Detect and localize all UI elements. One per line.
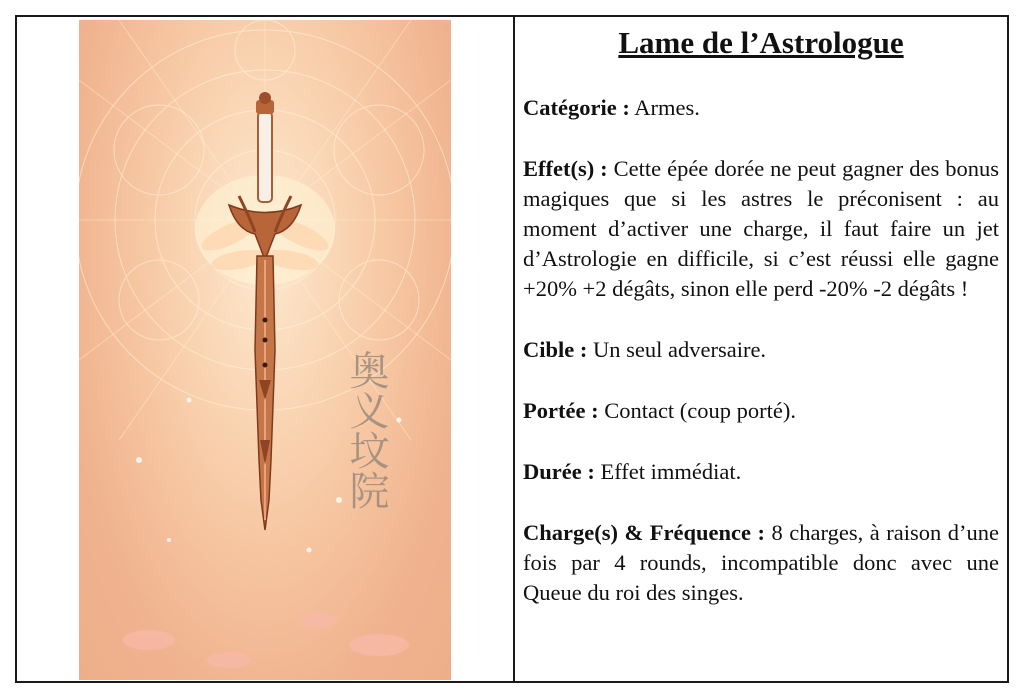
field-cible bbox=[523, 335, 999, 365]
field-value: 8 charges, à raison d’une fois par 4 rounds, incompatible donc avec une Queue du roi des singes. bbox=[523, 520, 999, 605]
field-portee bbox=[523, 396, 999, 426]
field-label: Cible : bbox=[523, 337, 588, 362]
item-title: Lame de l’Astrologue bbox=[618, 25, 904, 60]
field-charges bbox=[523, 518, 999, 608]
calligraphy-text: 奥义坟院 bbox=[343, 350, 389, 510]
column-divider bbox=[513, 17, 515, 681]
field-value: Armes. bbox=[629, 95, 700, 120]
field-effets bbox=[523, 154, 999, 304]
sword-artwork-svg bbox=[79, 20, 451, 680]
item-card bbox=[15, 15, 1009, 683]
field-label: Durée : bbox=[523, 459, 595, 484]
field-categorie bbox=[523, 93, 999, 123]
description-column bbox=[523, 21, 999, 608]
field-value: Contact (coup porté). bbox=[598, 398, 797, 423]
field-value: Cette épée dorée ne peut gagner des bonus magiques que si les astres le préconisent : au moment d’activer une charge, il faut faire un jet d’Astrologie en difficile, si c’est réussi elle gagne +20% +2 dégâts, sinon elle perd -20% -2 dégâts ! bbox=[523, 156, 999, 301]
field-label: Charge(s) & Fréquence : bbox=[523, 520, 765, 545]
field-label: Portée : bbox=[523, 398, 599, 423]
field-label: Catégorie : bbox=[523, 95, 630, 120]
field-label: Effet(s) : bbox=[523, 156, 608, 181]
field-duree bbox=[523, 457, 999, 487]
sword-illustration bbox=[79, 20, 451, 680]
field-value: Un seul adversaire. bbox=[587, 337, 767, 362]
field-value: Effet immédiat. bbox=[594, 459, 742, 484]
